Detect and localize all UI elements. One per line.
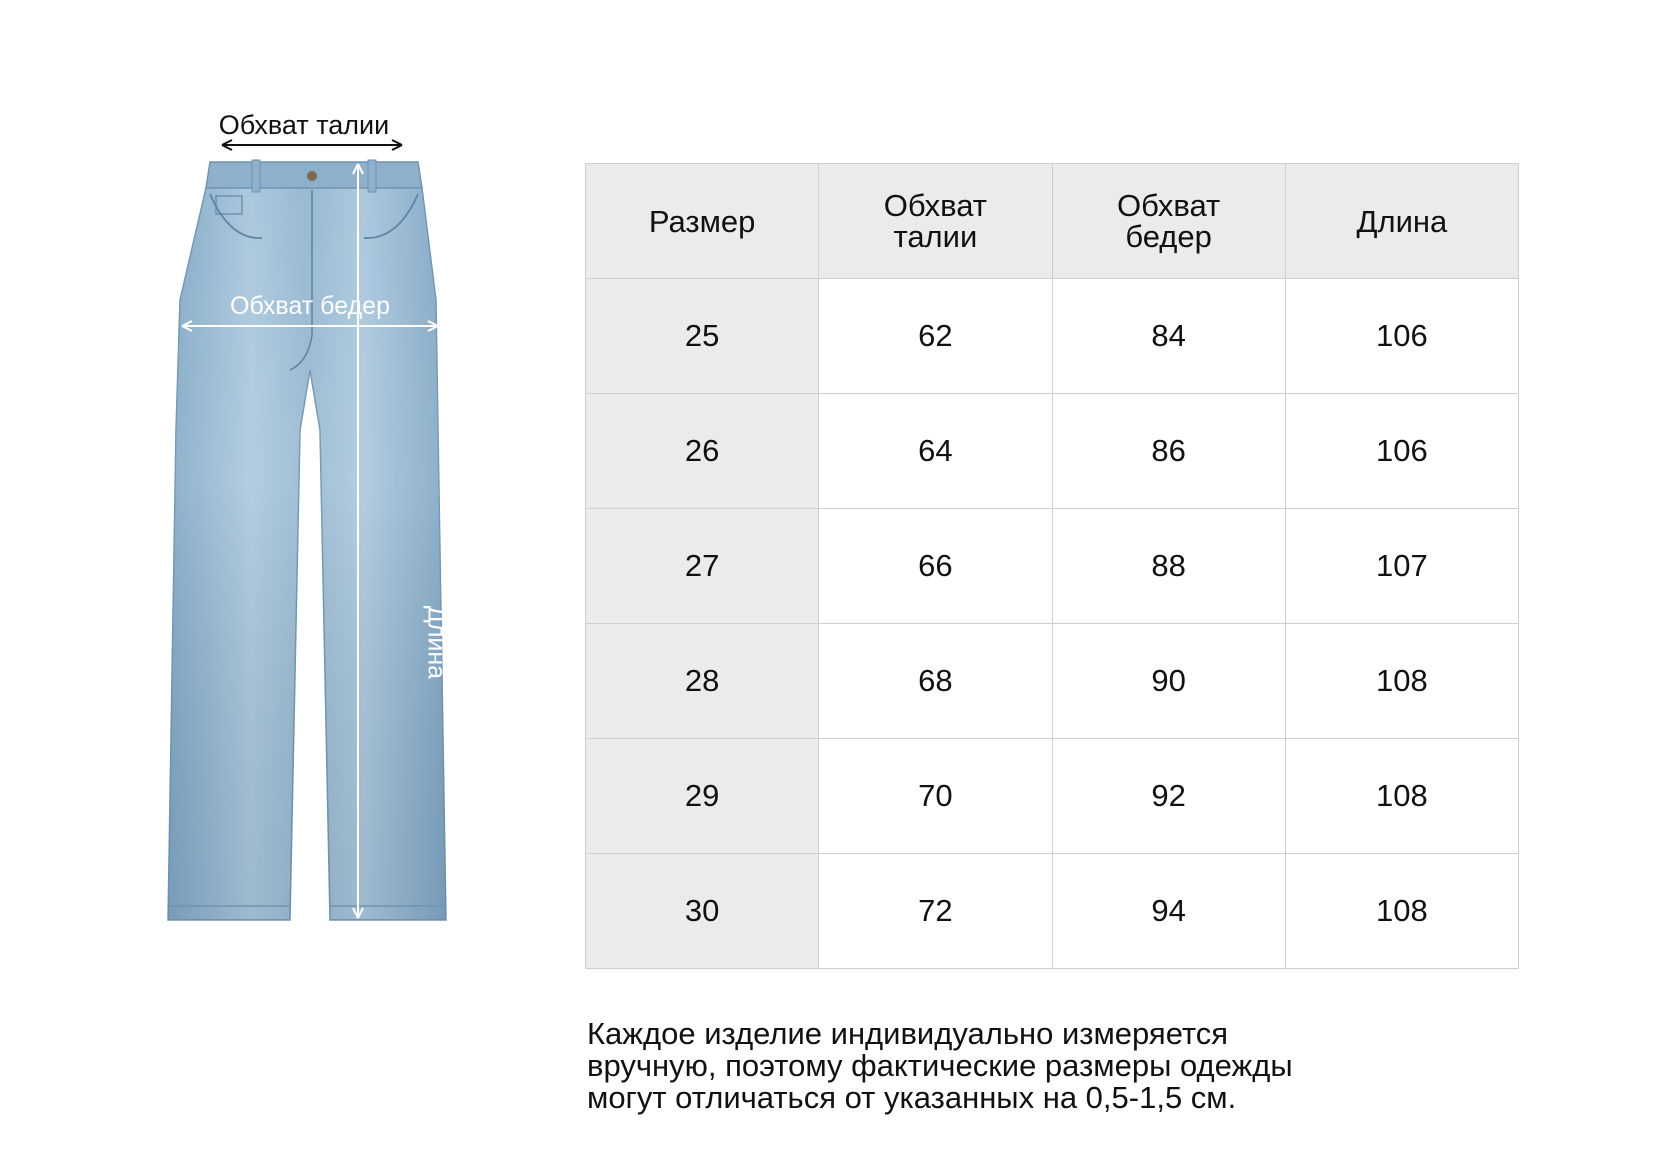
cell-size: 30 (586, 854, 819, 969)
length-measure-label: Длина (422, 605, 451, 680)
note-line: вручную, поэтому фактические размеры одежды (587, 1048, 1293, 1083)
note-line: Каждое изделие индивидуально измеряется (587, 1016, 1229, 1051)
cell-waist: 70 (819, 739, 1052, 854)
cell-length: 107 (1285, 509, 1518, 624)
jeans-illustration (140, 100, 480, 930)
measurement-note (587, 1018, 1487, 1114)
cell-hips: 84 (1052, 279, 1285, 394)
header-hips (1052, 164, 1285, 279)
cell-size: 27 (586, 509, 819, 624)
jeans-diagram (140, 100, 480, 930)
cell-length: 108 (1285, 739, 1518, 854)
table-row (586, 624, 1519, 739)
header-hips-text: Обхват бедер (1117, 188, 1221, 254)
table-row (586, 279, 1519, 394)
cell-waist: 66 (819, 509, 1052, 624)
table-row (586, 739, 1519, 854)
cell-hips: 88 (1052, 509, 1285, 624)
cell-hips: 94 (1052, 854, 1285, 969)
cell-waist: 62 (819, 279, 1052, 394)
note-line: могут отличаться от указанных на 0,5-1,5 см. (587, 1080, 1237, 1115)
cell-size: 29 (586, 739, 819, 854)
header-waist-text: Обхват талии (883, 188, 987, 254)
header-size: Размер (586, 164, 819, 279)
cell-waist: 64 (819, 394, 1052, 509)
size-table (585, 163, 1519, 969)
cell-hips: 90 (1052, 624, 1285, 739)
header-waist (819, 164, 1052, 279)
table-header-row (586, 164, 1519, 279)
cell-length: 108 (1285, 854, 1518, 969)
cell-waist: 72 (819, 854, 1052, 969)
cell-length: 108 (1285, 624, 1518, 739)
table-row (586, 394, 1519, 509)
waist-measure-label: Обхват талии (218, 110, 390, 140)
header-length: Длина (1285, 164, 1518, 279)
cell-size: 25 (586, 279, 819, 394)
table-row (586, 854, 1519, 969)
cell-hips: 92 (1052, 739, 1285, 854)
cell-hips: 86 (1052, 394, 1285, 509)
cell-length: 106 (1285, 279, 1518, 394)
cell-waist: 68 (819, 624, 1052, 739)
cell-size: 28 (586, 624, 819, 739)
cell-length: 106 (1285, 394, 1518, 509)
cell-size: 26 (586, 394, 819, 509)
table-row (586, 509, 1519, 624)
hip-measure-label: Обхват бедер (230, 292, 390, 320)
